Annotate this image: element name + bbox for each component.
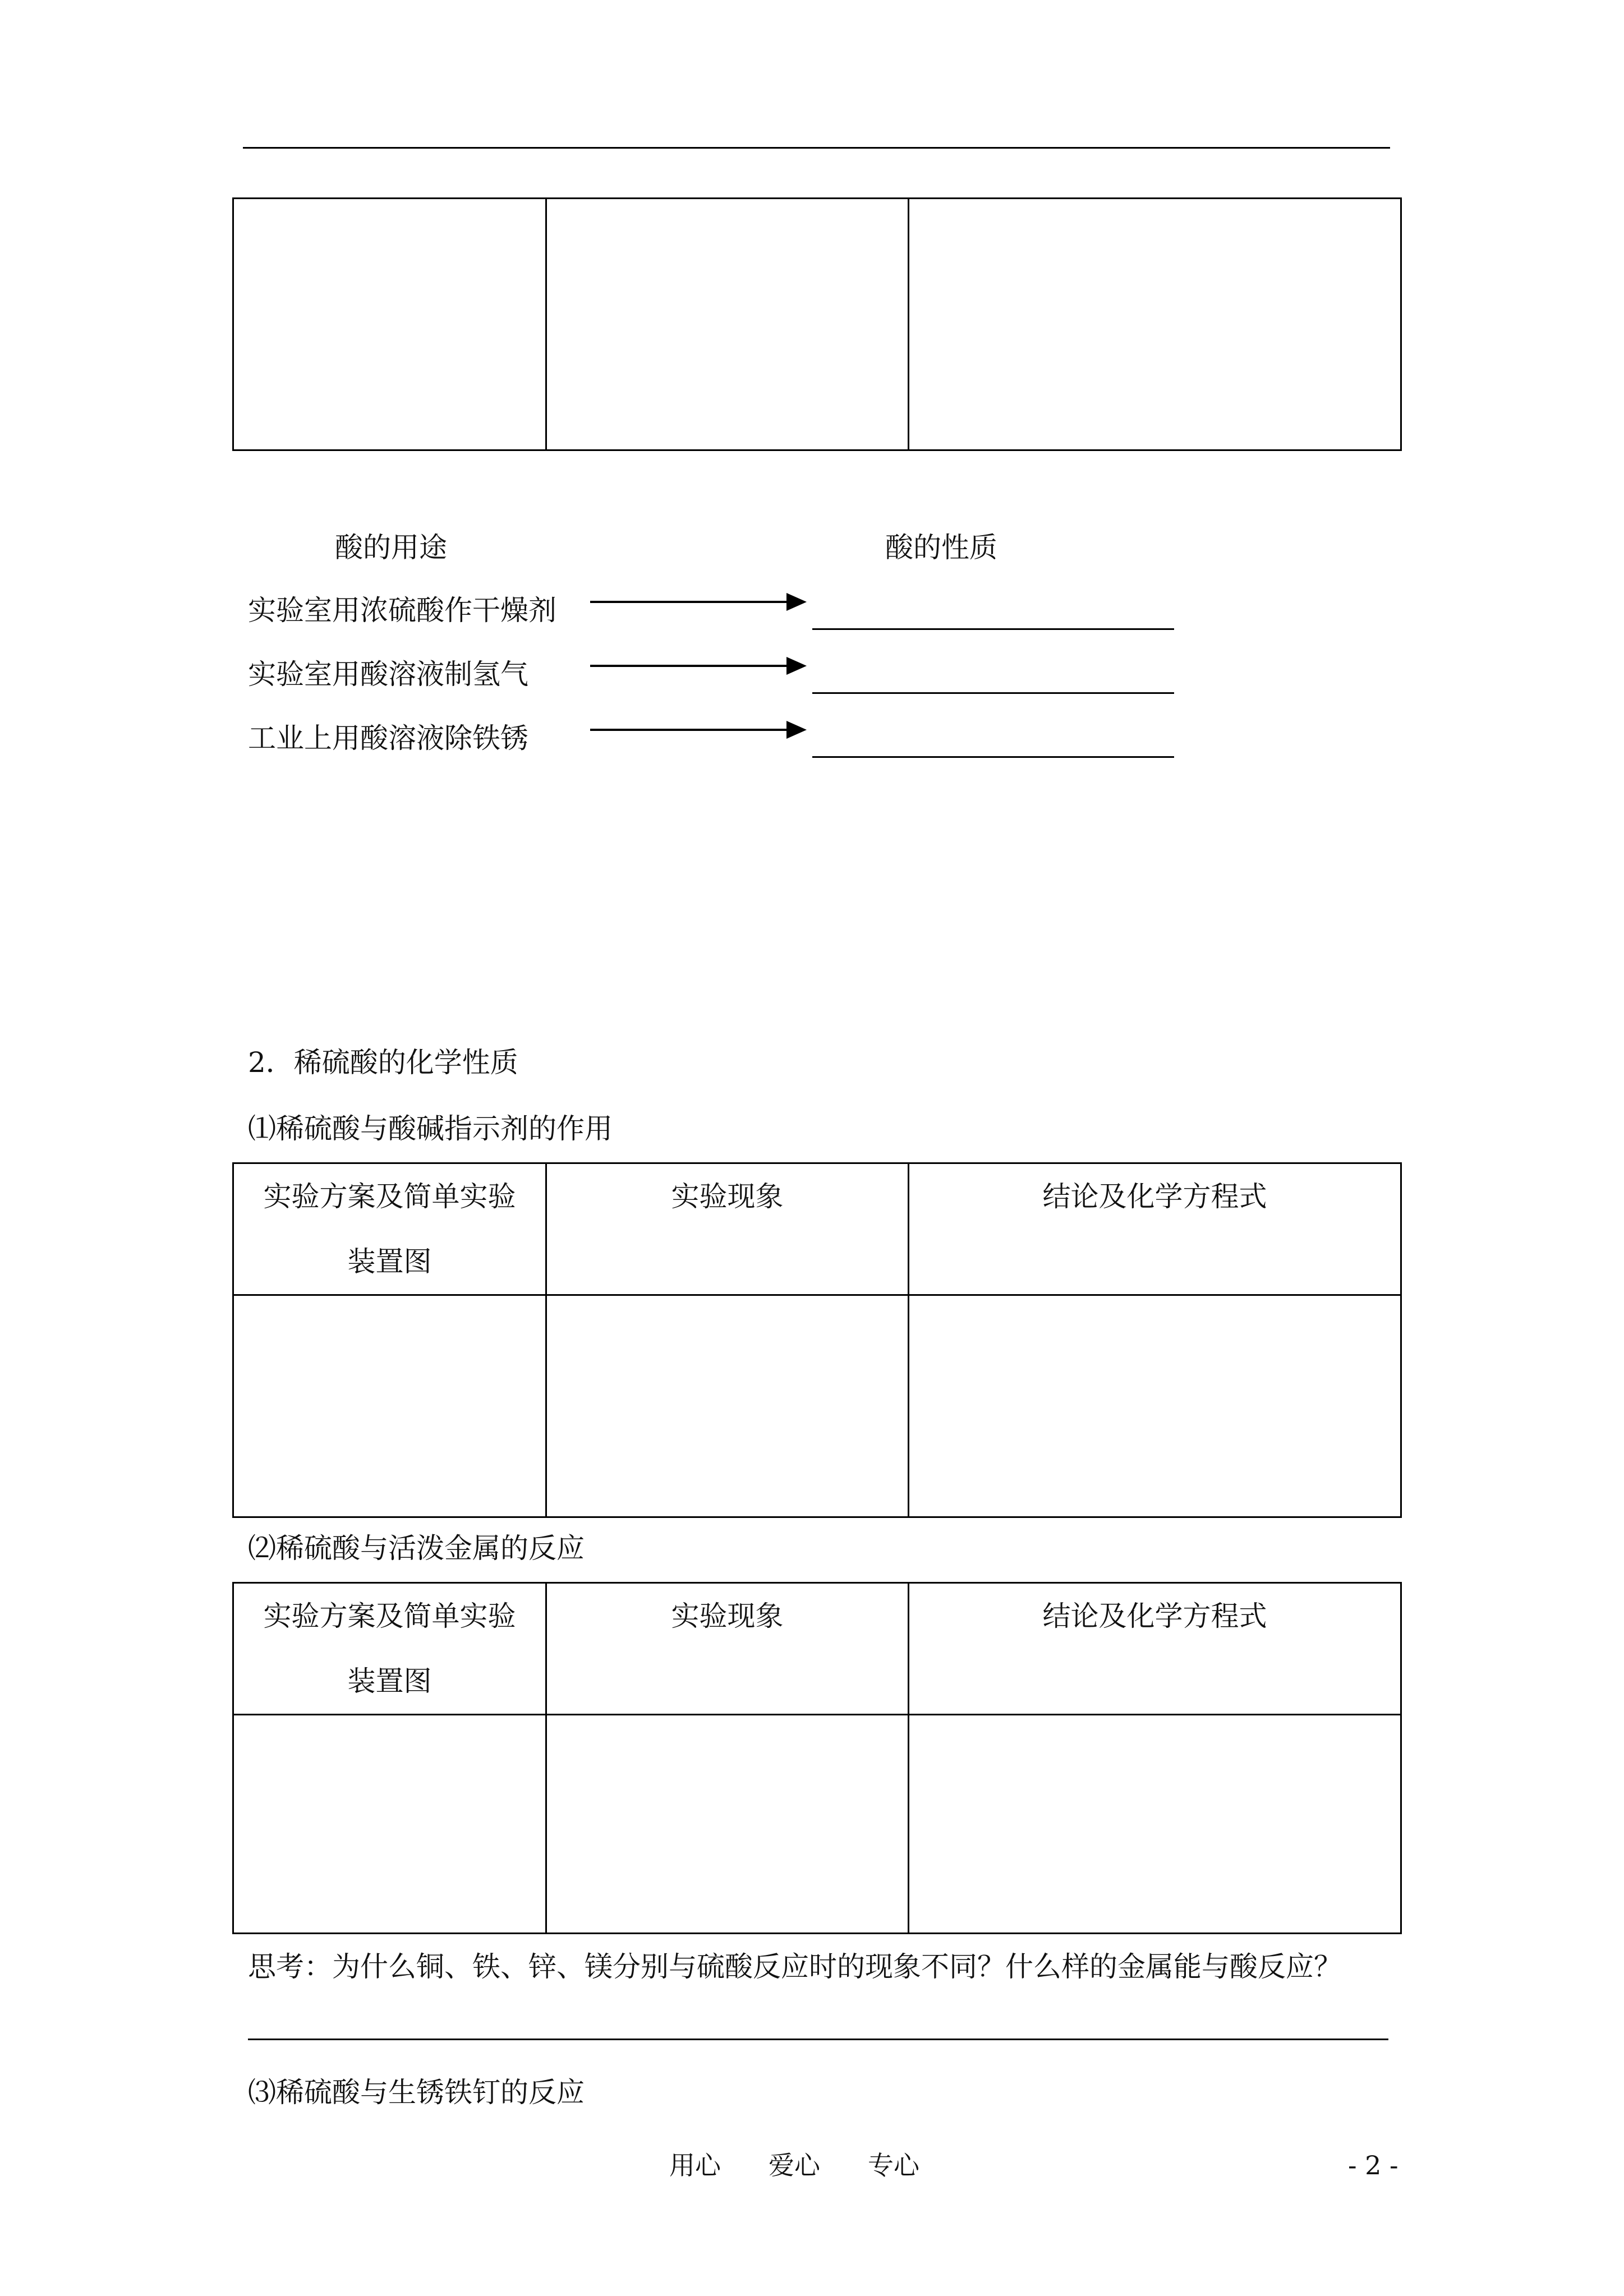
header-plan-line2: 装置图 [347,1665,432,1697]
answer-blank-3[interactable] [812,756,1174,758]
header-phenomenon: 实验现象 [671,1600,784,1632]
empty-cell[interactable] [546,1715,909,1934]
empty-cell[interactable] [909,1715,1401,1934]
think-question: 思考：为什么铜、铁、锌、镁分别与硫酸反应时的现象不同？什么样的金属能与酸反应？ [248,1950,1342,1983]
header-phenomenon: 实验现象 [671,1180,784,1213]
header-rule [243,147,1390,149]
footer-right: 专心 [868,2150,919,2180]
arrow-2 [590,665,788,667]
empty-cell[interactable] [909,199,1401,450]
subsection-3-title: ⑶稀硫酸与生锈铁钉的反应 [248,2076,585,2109]
header-plan-line2: 装置图 [347,1245,432,1278]
header-plan-line1: 实验方案及简单实验 [263,1600,516,1632]
footer-middle: 爱心 [769,2150,820,2180]
header-conclusion-cell [909,1583,1401,1715]
acid-use-header: 酸的用途 [335,531,447,564]
acid-use-3: 工业上用酸溶液除铁锈 [248,722,528,754]
answer-blank-2[interactable] [812,692,1174,694]
page-number: - 2 - [1348,2150,1398,2180]
header-plan-cell [233,1163,546,1295]
empty-cell[interactable] [546,199,909,450]
header-conclusion: 结论及化学方程式 [1042,1600,1267,1632]
acid-use-1: 实验室用浓硫酸作干燥剂 [248,594,556,627]
footer-left: 用心 [669,2150,721,2180]
indicator-table [232,1162,1402,1518]
metal-table [232,1582,1402,1934]
empty-cell[interactable] [233,199,546,450]
empty-cell[interactable] [909,1295,1401,1517]
acid-property-header: 酸的性质 [885,531,997,564]
header-conclusion-cell [909,1163,1401,1295]
subsection-1-title: ⑴稀硫酸与酸碱指示剂的作用 [248,1112,613,1145]
acid-use-2: 实验室用酸溶液制氢气 [248,658,528,691]
empty-cell[interactable] [233,1715,546,1934]
header-phenomenon-cell [546,1163,909,1295]
answer-blank-1[interactable] [812,628,1174,630]
arrow-3 [590,729,788,731]
think-answer-line[interactable] [248,2039,1388,2040]
header-plan-line1: 实验方案及简单实验 [263,1180,516,1213]
section-title: 2．稀硫酸的化学性质 [248,1046,518,1079]
empty-cell[interactable] [233,1295,546,1517]
arrow-1 [590,601,788,603]
header-conclusion: 结论及化学方程式 [1042,1180,1267,1213]
header-plan-cell [233,1583,546,1715]
empty-cell[interactable] [546,1295,909,1517]
top-empty-table [232,197,1402,451]
subsection-2-title: ⑵稀硫酸与活泼金属的反应 [248,1532,585,1565]
header-phenomenon-cell [546,1583,909,1715]
